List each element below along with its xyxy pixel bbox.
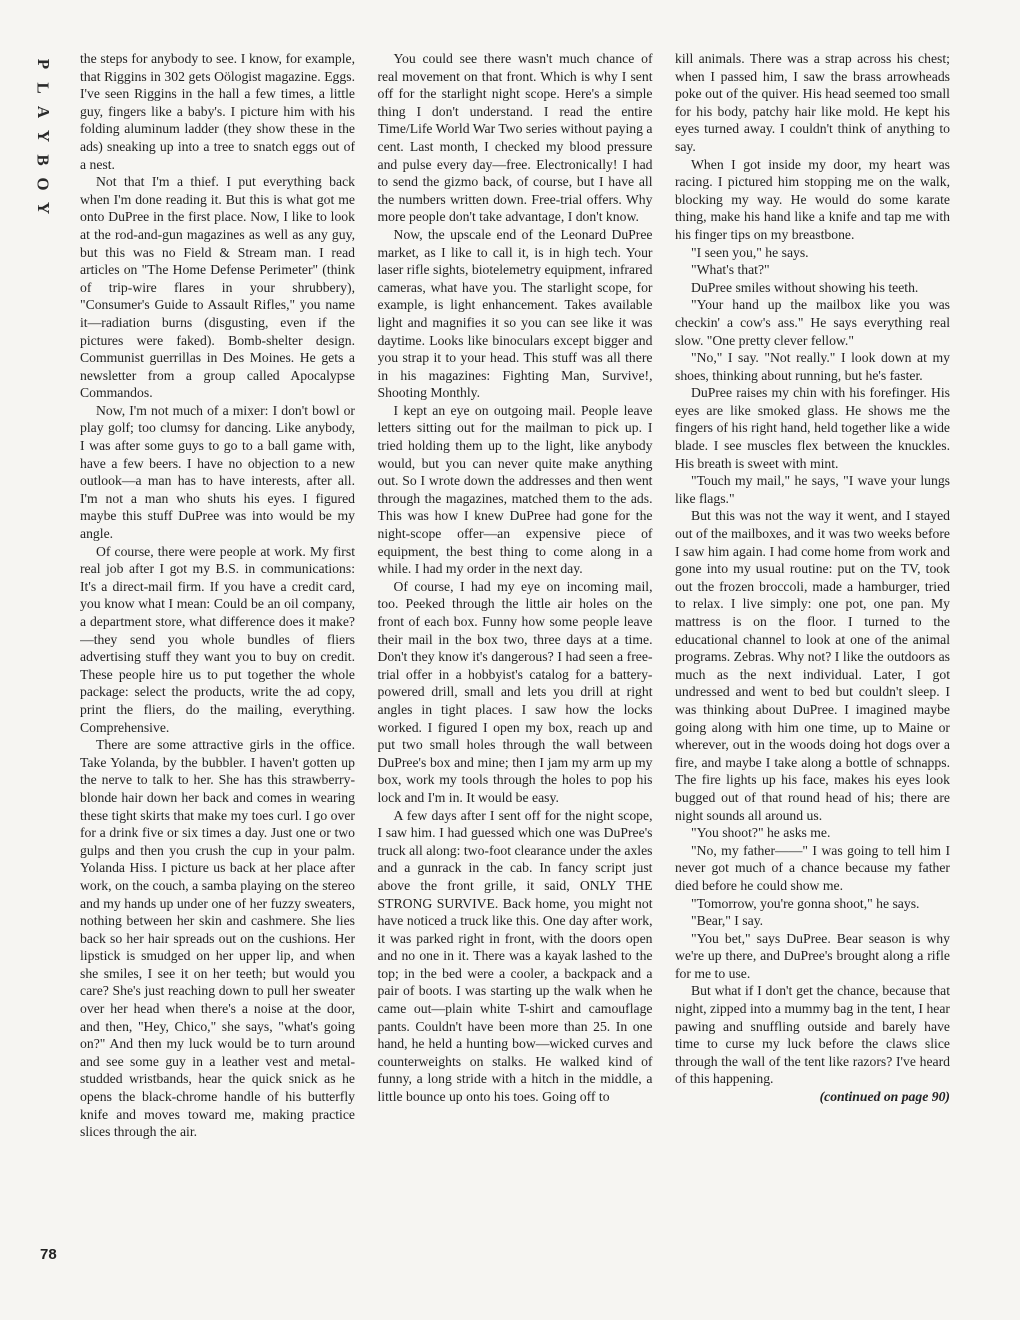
magazine-letter: B [34,154,53,166]
paragraph: A few days after I sent off for the night scope, I saw him. I had guessed which one was DuPree's truck all along: two-foot clearance under the axles and a gunrack in the cab. In fancy script just above the front grille, it said, ONLY THE STRONG SURVIVE. Back home, you might not have noticed a truck like this. One day after work, it was parked right in front, with the doors open and no one in it. There was a kayak lashed to the top; in the bed were a cooler, a backpack and a pair of boots. I was starting up the walk when he came out—plain white T-shirt and camouflage pants. Couldn't have been more than 25. In one hand, he held a hunting bow—wicked curves and counterweights on stalks. He walked kind of funny, a long stride with a hitch in the middle, a little bounce up onto his toes. Going off to [377,807,653,1105]
paragraph: "No, my father——" I was going to tell him I never got much of a chance because my father died before he could show me. [675,842,950,893]
page-number: 78 [40,1246,57,1263]
paragraph: But what if I don't get the chance, because that night, zipped into a mummy bag in the tent, I hear pawing and snuffling outside and barely have time to curse my luck before the claws slice through the wall of the tent like razors? I've heard of this happening. [675,983,950,1087]
column-middle [378,50,653,1250]
paragraph: Not that I'm a thief. I put everything back when I'm done reading it. But this is what got me onto DuPree in the first place. Now, I like to look at the rod-and-gun magazines as well as any guy, but this was no Field & Stream man. I read articles on "The Home Defense Perimeter" (think of trip-wire flares in your shrubbery), "Consumer's Guide to Assault Rifles," you name it—radiation burns (disgusting, even if the pictures were faked). Bomb-shelter design. Communist guerrillas in Des Moines. He gets a newsletter from a group called Apocalypse Commandos. [80,174,355,401]
paragraph: There are some attractive girls in the office. Take Yolanda, by the bubbler. I haven't gotten up the nerve to talk to her. She has this strawberry-blonde hair down her back and comes in wearing these tight skirts that make my toes curl. I go over for a drink five or six times a day. Just one or two gulps and then you crush the cup in your palm. Yolanda Hiss. I picture us back at her place after work, on the couch, a samba playing on the stereo and my hands up under one of her fuzzy sweaters, nothing between her skin and cashmere. She lies back so her hair spreads out on the cushions. Her lipstick is smudged on her upper lip, and when she smiles, I see it on her teeth; but would you care? She's just reaching down to pull her sweater over her head when there's a noise at the door, and then, "Hey, Chico," she says, "what's going on?" And then my luck would be to turn around and see some guy in a leather vest and metal-studded wristbands, hear the quick snick as he opens the black-chrome handle of his butterfly knife and moves toward me, making practice slices through the air. [80,737,355,1140]
magazine-letter: P [33,58,53,70]
paragraph: "What's that?" [691,262,770,278]
magazine-letter: Y [34,201,53,215]
paragraph: I kept an eye on outgoing mail. People leave letters sitting out for the mailman to pick up. I tried holding them up to the light, like anybody would, but you can never quite make anything out. So I wrote down the addresses and then went through the magazines, matched them to the ads. This was how I knew DuPree had gone for the night-scope offer—an expensive piece of equipment, the best thing to come along in a while. I had my order in the next day. [377,402,653,577]
paragraph: "Bear," I say. [691,913,764,929]
paragraph: "Your hand up the mailbox like you was checkin' a cow's ass." He says everything real slow. "One pretty clever fellow." [675,297,950,348]
paragraph: "Touch my mail," he says, "I wave your lungs like flags." [675,473,950,506]
paragraph: Of course, there were people at work. My first real job after I got my B.S. in communications: It's a direct-mail firm. If you have a credit card, you know what I mean: Could be an oil company, a department store, what difference does it make?—they send you whole bundles of fliers advertising stuff they want you to buy on credit. These people hire us to put together the whole package: select the products, write the ad copy, print the fliers, do the mailing, everything. Comprehensive. [80,543,355,735]
paragraph: kill animals. There was a strap across his chest; when I passed him, I saw the brass arrowheads poke out of the quiver. His head seemed too small for his body, patchy hair like mold. He kept his eyes turned away. I couldn't think of anything to say. [675,51,950,154]
paragraph: DuPree smiles without showing his teeth. [691,279,919,295]
paragraph: But this was not the way it went, and I stayed out of the mailboxes, and it was two weeks before I saw him again. I had come home from work and gone into my usual routine: put on the TV, took out the frozen broccoli, made a hamburger, tried to relax. I live simply: one pot, one pan. My mattress is on the floor. I turned to the educational channel to look at one of the animal programs. Zebras. Why not? I like the outdoors as much as the next individual. Later, I got undressed and went to bed but couldn't sleep. I was thinking about DuPree. I imagined maybe going along with him one time, up to Maine or wherever, out in the woods doing hot dogs over a fire, and maybe I take along a bottle of schnapps. The fire lights up his face, makes his eyes look bugged out of that round head of his; there are night sounds all around us. [675,508,950,823]
article-body [80,50,950,1250]
paragraph: "You shoot?" he asks me. [691,825,831,841]
paragraph: "I seen you," he says. [691,244,809,260]
magazine-letter: L [34,82,53,94]
magazine-letter: O [33,177,53,191]
paragraph: "No," I say. "Not really." I look down at my shoes, thinking about running, but he's faster. [675,350,950,383]
paragraph: When I got inside my door, my heart was racing. I pictured him stopping me on the walk, blocking my way. He would do some karate thing, make his hand like a knife and tap me with his finger tips on my breastbone. [675,156,950,242]
paragraph: Now, I'm not much of a mixer: I don't bowl or play golf; too clumsy for dancing. Like anybody, I was after some guys to go to a ball game with, have a few beers. I have no objection to a new outlook—a man has to have interests, after all. I'm not a man who shuts his eyes. I figured maybe this stuff DuPree was into would be my angle. [80,402,355,542]
magazine-name-vertical [28,52,58,220]
column-left [80,50,355,1250]
paragraph: the steps for anybody to see. I know, for example, that Riggins in 302 gets Oölogist magazine. Eggs. I've seen Riggins in the hall a few times, a little guy, fingers like a baby's. I picture him with his folding aluminum ladder (they show these in the ads) sneaking up into a tree to snatch eggs out of a nest. [80,51,355,172]
paragraph: Now, the upscale end of the Leonard DuPree market, as I like to call it, is in high tech. Your laser rifle sights, biotelemetry equipment, infrared cameras, what have you. The starlight scope, for example, is light enhancement. Takes available light and magnifies it so you can see like it was daytime. Looks like binoculars except bigger and you strap it to your head. This stuff was all there in his magazines: Fighting Man, Survive!, Shooting Monthly. [377,226,653,401]
paragraph: DuPree raises my chin with his forefinger. His eyes are like smoked glass. He shows me the fingers of his right hand, held together like a wide blade. I see muscles flex between the knuckles. His breath is sweet with mint. [675,385,950,471]
magazine-letter: Y [34,129,53,143]
paragraph: You could see there wasn't much chance of real movement on that front. Which is why I sent off for the starlight night scope. Here's a simple thing I don't understand. I read the entire Time/Life World War Two series without paying a cent. Last month, I checked my blood pressure and pulse every day—free. Electronically! I had to send the gizmo back, of course, but I have all the numbers written down. Free-trial offers. Why more people don't take advantage, I don't know. [377,51,653,225]
column-right [675,50,950,1250]
paragraph: "You bet," says DuPree. Bear season is why we're up there, and DuPree's brought along a rifle for me to use. [675,930,950,981]
paragraph: "Tomorrow, you're gonna shoot," he says. [691,895,920,911]
magazine-letter: A [34,105,53,119]
paragraph: Of course, I had my eye on incoming mail, too. Peeked through the little air holes on the front of each box. Funny how some people leave their mail in the box two, three days at a time. Don't they know it's dangerous? I had seen a free-trial offer in a hobbyist's catalog for a battery-powered drill, small and lets you drill at right angles in tight places. I saw how the locks worked. I figured I open my box, reach up and put two small holes through the wall between DuPree's box and mine; then I jam my arm up my box, work my tools through the holes to pop his lock and I'm in. It would be easy. [377,578,653,805]
continued-note: (continued on page 90) [819,1089,950,1105]
